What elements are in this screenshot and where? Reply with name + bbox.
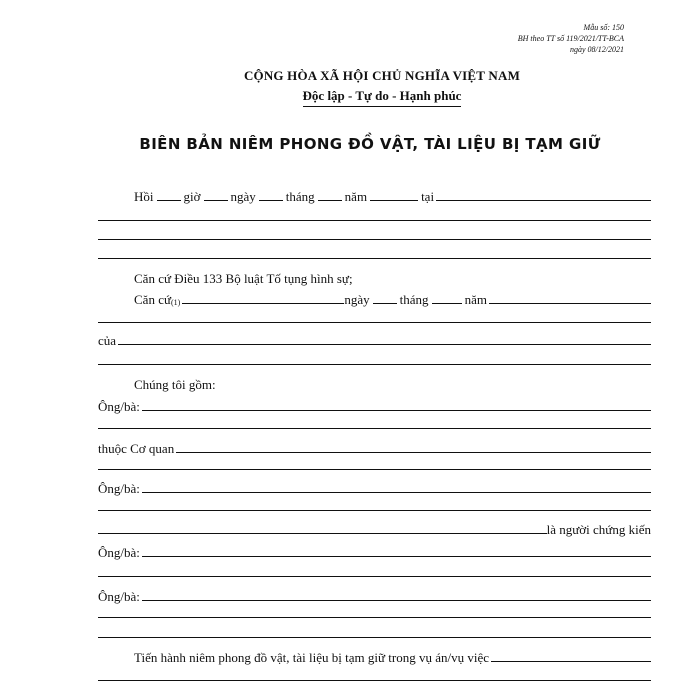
witness-1-line xyxy=(98,478,651,496)
person-3-line-2[interactable] xyxy=(98,576,651,577)
basis-month-blank[interactable] xyxy=(432,303,462,304)
footnote-marker: (1) xyxy=(171,298,181,307)
form-code xyxy=(518,22,624,55)
issuer-blank[interactable] xyxy=(118,344,651,345)
minute-blank[interactable] xyxy=(204,200,228,201)
agency-blank[interactable] xyxy=(176,452,651,453)
label-basis-thang: tháng xyxy=(399,292,429,307)
basis-law-text: Căn cứ Điều 133 Bộ luật Tố tụng hình sự; xyxy=(134,271,353,286)
label-ngay: ngày xyxy=(230,189,256,204)
issuer-line xyxy=(98,330,651,348)
label-cua: của xyxy=(98,333,117,348)
national-motto-wrap xyxy=(32,87,700,107)
proceeding-line xyxy=(134,647,651,665)
label-basis-nam: năm xyxy=(464,292,487,307)
participants-intro: Chúng tôi gồm: xyxy=(134,377,216,392)
label-basis-ngay: ngày xyxy=(344,292,370,307)
participants-intro-line xyxy=(134,374,651,392)
form-number: Mẫu số: 150 xyxy=(583,23,624,32)
witness-role-line xyxy=(98,519,651,537)
person-3-blank[interactable] xyxy=(142,556,651,557)
label-tai: tại xyxy=(421,189,435,204)
label-ong-ba-3: Ông/bà: xyxy=(98,545,140,560)
witness-role-text: là người chứng kiến xyxy=(546,522,651,537)
proceeding-text: Tiến hành niêm phong đồ vật, tài liệu bị tạm giữ trong vụ án/vụ việc xyxy=(134,650,489,665)
place-line-3[interactable] xyxy=(98,239,651,240)
label-ong-ba-1: Ông/bà: xyxy=(98,399,140,414)
officer-1-line-2[interactable] xyxy=(98,428,651,429)
person-4-line-3[interactable] xyxy=(98,637,651,638)
time-place-line xyxy=(134,186,651,204)
case-blank[interactable] xyxy=(491,661,651,662)
place-blank[interactable] xyxy=(436,200,651,201)
witness-1-blank[interactable] xyxy=(142,492,651,493)
national-title: CỘNG HÒA XÃ HỘI CHỦ NGHĨA VIỆT NAM xyxy=(243,68,521,83)
label-thang: tháng xyxy=(285,189,315,204)
form-date: ngày 08/12/2021 xyxy=(570,45,624,54)
witness-1-line-2[interactable] xyxy=(98,510,651,511)
person-4-line xyxy=(98,586,651,604)
month-blank[interactable] xyxy=(318,200,342,201)
label-gio: giờ xyxy=(183,189,201,204)
label-thuoc-co-quan: thuộc Cơ quan xyxy=(98,441,175,456)
place-line-4[interactable] xyxy=(98,258,651,259)
national-motto: Độc lập - Tự do - Hạnh phúc xyxy=(303,88,462,107)
place-line-2[interactable] xyxy=(98,220,651,221)
basis-day-blank[interactable] xyxy=(373,303,397,304)
basis-decision-line xyxy=(134,289,651,307)
label-hoi: Hồi xyxy=(134,189,154,204)
document-title: BIÊN BẢN NIÊM PHONG ĐỒ VẬT, TÀI LIỆU BỊ TẠM GIỮ xyxy=(139,135,601,153)
basis-decision-blank[interactable] xyxy=(182,303,344,304)
hour-blank[interactable] xyxy=(157,200,181,201)
basis-law-line xyxy=(134,268,651,286)
day-blank[interactable] xyxy=(259,200,283,201)
form-regulation: BH theo TT số 119/2021/TT-BCA xyxy=(517,34,624,43)
person-4-line-2[interactable] xyxy=(98,617,651,618)
officer-1-blank[interactable] xyxy=(142,410,651,411)
label-ong-ba-2: Ông/bà: xyxy=(98,481,140,496)
issuer-line-2[interactable] xyxy=(98,364,651,365)
basis-year-blank[interactable] xyxy=(489,303,651,304)
label-nam: năm xyxy=(344,189,368,204)
year-blank[interactable] xyxy=(370,200,418,201)
witness-role-blank[interactable] xyxy=(98,533,547,534)
label-ong-ba-4: Ông/bà: xyxy=(98,589,140,604)
case-line-2[interactable] xyxy=(98,680,651,681)
agency-line-2[interactable] xyxy=(98,469,651,470)
person-4-blank[interactable] xyxy=(142,600,651,601)
label-can-cu: Căn cứ xyxy=(134,292,172,307)
officer-1-line xyxy=(98,396,651,414)
person-3-line xyxy=(98,542,651,560)
basis-line-2[interactable] xyxy=(98,322,651,323)
agency-line xyxy=(98,438,651,456)
